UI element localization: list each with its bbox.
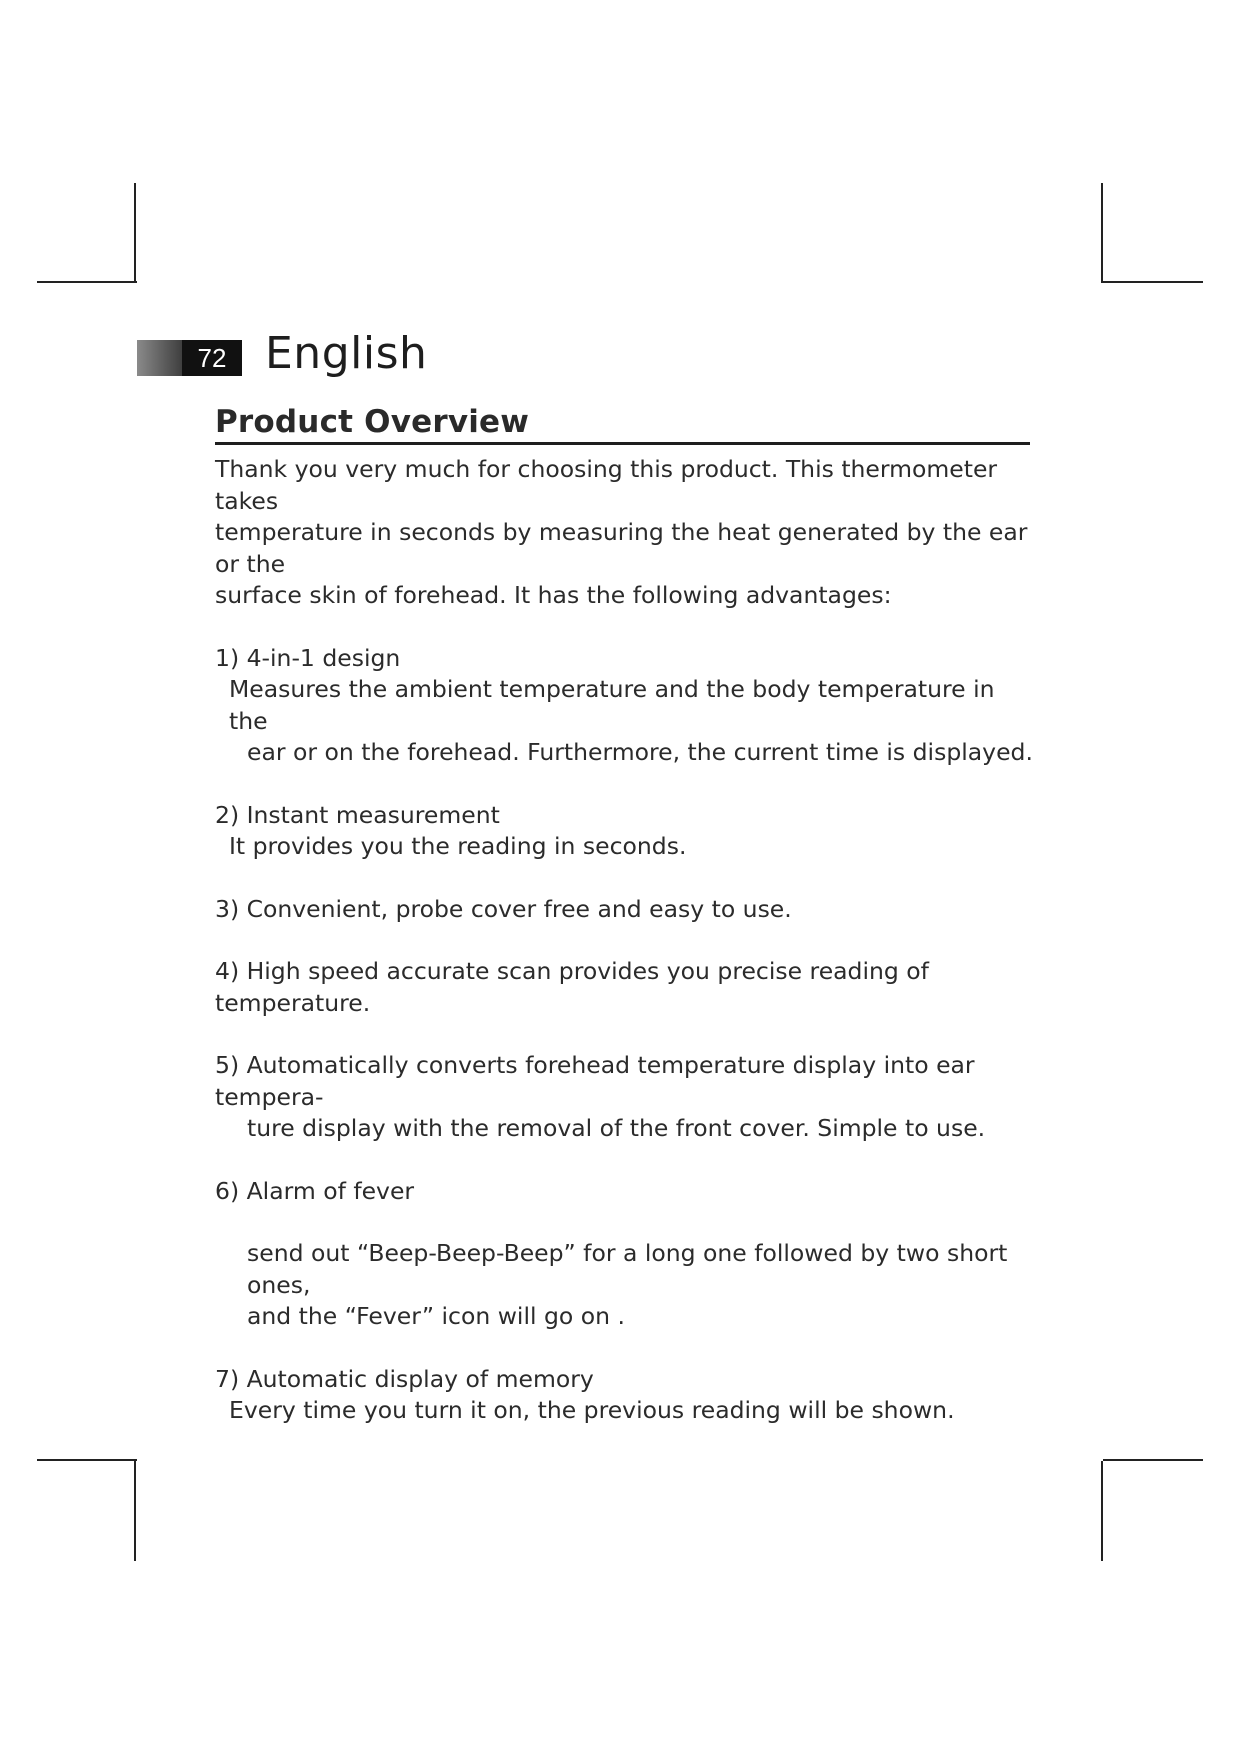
page-number: 72 [182, 340, 242, 376]
feature-description: ture display with the removal of the front cover. Simple to use. [247, 1114, 986, 1142]
crop-mark-top-left-vertical [134, 183, 136, 283]
intro-paragraph [215, 454, 1035, 612]
crop-mark-bottom-right-horizontal [1103, 1459, 1203, 1461]
feature-description: It provides you the reading in seconds. [229, 832, 687, 860]
feature-item-2 [215, 800, 1035, 863]
language-title: English [265, 328, 428, 379]
page-number-tab [137, 340, 242, 376]
crop-mark-top-right-horizontal [1103, 281, 1203, 283]
feature-heading: 1) 4-in-1 design [215, 643, 401, 672]
crop-mark-top-left-horizontal [37, 281, 137, 283]
page-tab-gradient [137, 340, 185, 376]
feature-description: and the “Fever” icon will go on . [247, 1302, 625, 1330]
feature-item-4 [215, 956, 1035, 1019]
feature-item-6 [215, 1176, 1035, 1333]
feature-heading: 3) Convenient, probe cover free and easy to use. [215, 894, 792, 923]
crop-mark-top-right-vertical [1101, 183, 1103, 283]
crop-mark-bottom-right-vertical [1101, 1461, 1103, 1561]
blank-line [215, 1207, 1035, 1238]
feature-description: send out “Beep-Beep-Beep” for a long one followed by two short ones, [247, 1239, 1008, 1299]
crop-mark-bottom-left-horizontal [37, 1459, 137, 1461]
feature-heading: 4) High speed accurate scan provides you precise reading of temperature. [215, 957, 929, 1017]
feature-heading: 7) Automatic display of memory [215, 1364, 594, 1393]
feature-description: Every time you turn it on, the previous reading will be shown. [229, 1396, 955, 1424]
feature-description: ear or on the forehead. Furthermore, the current time is displayed. [247, 738, 1033, 766]
feature-item-3 [215, 894, 1035, 926]
feature-heading: 2) Instant measurement [215, 800, 500, 829]
section-title: Product Overview [215, 404, 530, 440]
feature-item-1 [215, 643, 1035, 769]
feature-item-7 [215, 1364, 1035, 1427]
intro-line: temperature in seconds by measuring the heat generated by the ear or the [215, 518, 1028, 578]
feature-heading: 6) Alarm of fever [215, 1176, 415, 1205]
section-divider [215, 442, 1030, 445]
intro-line: Thank you very much for choosing this product. This thermometer takes [215, 455, 998, 515]
feature-description: Measures the ambient temperature and the body temperature in the [229, 675, 995, 735]
crop-mark-bottom-left-vertical [134, 1461, 136, 1561]
intro-line: surface skin of forehead. It has the following advantages: [215, 581, 892, 609]
body-text [215, 454, 1035, 1458]
feature-heading: 5) Automatically converts forehead temperature display into ear tempera- [215, 1051, 975, 1111]
feature-item-5 [215, 1050, 1035, 1145]
